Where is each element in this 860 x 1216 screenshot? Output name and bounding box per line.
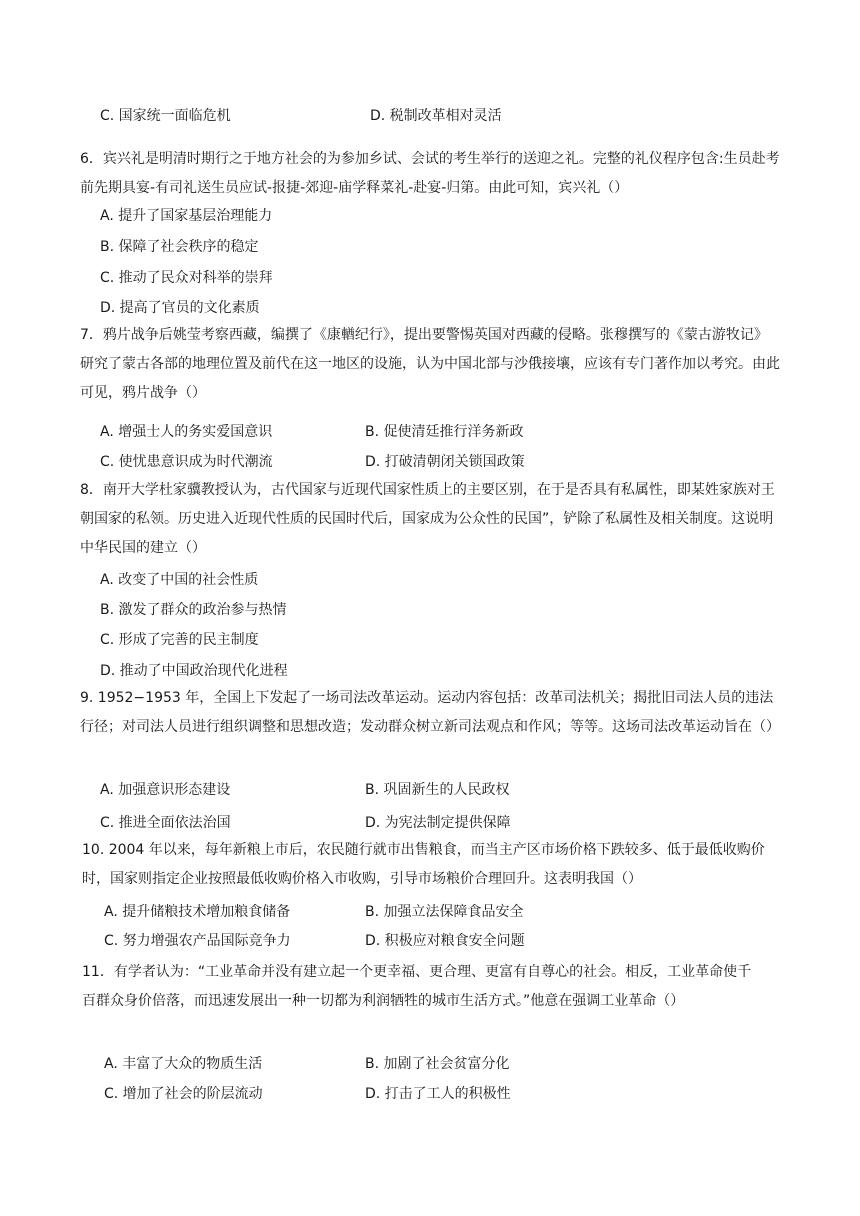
question-7-stem: 7．鸦片战争后姚莹考察西藏，编撰了《康輶纪行》，提出要警惕英国对西藏的侵略。张穆撰写的《蒙古游牧记》研究了蒙古各部的地理位置及前代在这一地区的设施，认为中国北部与沙俄接壤，应该有专门著作加以考究。由此可见，鸦片战争（） [80,327,780,401]
question-9-stem: 9. 1952−1953 年，全国上下发起了一场司法改革运动。运动内容包括：改革司法机关；揭批旧司法人员的违法行径；对司法人员进行组织调整和思想改造；发动群众树立新司法观点和作风；等等。这场司法改革运动旨在（） [80,690,780,735]
q10-option-d: D. 积极应对粮食安全问题 [365,933,525,949]
q9-option-a: A. 加强意识形态建设 [100,782,231,798]
q6-option-d: D. 提高了官员的文化素质 [100,300,260,316]
q8-option-b: B. 激发了群众的政治参与热情 [100,602,287,618]
q7-option-a: A. 增强士人的务实爱国意识 [100,424,273,440]
q9-option-d: D. 为宪法制定提供保障 [365,815,511,831]
q8-option-a: A. 改变了中国的社会性质 [100,572,259,588]
q7-option-b: B. 促使清廷推行洋务新政 [365,424,524,440]
q9-option-b: B. 巩固新生的人民政权 [365,782,510,798]
q10-option-b: B. 加强立法保障食品安全 [365,904,524,920]
q10-option-a: A. 提升储粮技术增加粮食储备 [104,904,291,920]
q6-option-b: B. 保障了社会秩序的稳定 [100,239,259,255]
q7-option-d: D. 打破清朝闭关锁国政策 [365,454,525,470]
q6-option-c: C. 推动了民众对科举的崇拜 [100,270,273,286]
q11-option-a: A. 丰富了大众的物质生活 [104,1056,263,1072]
q8-option-d: D. 推动了中国政治现代化进程 [100,663,288,679]
q9-option-c: C. 推进全面依法治国 [100,815,231,831]
question-11-stem: 11．有学者认为：“工业革命并没有建立起一个更幸福、更合理、更富有自尊心的社会。相反，工业革命使千百群众身价倍落，而迅速发展出一种一切都为利润牺牲的城市生活方式。”他意在强调工业革命（） [82,964,752,1009]
q6-option-a: A. 提升了国家基层治理能力 [100,208,273,224]
question-10-stem: 10. 2004 年以来，每年新粮上市后，农民随行就市出售粮食，而当主产区市场价格下跌较多、低于最低收购价时，国家则指定企业按照最低收购价格入市收购，引导市场粮价合理回升。这表明我国（） [82,842,765,887]
q7-option-c: C. 使忧患意识成为时代潮流 [100,454,273,470]
q5-option-c: C. 国家统一面临危机 [100,108,231,124]
q8-option-c: C. 形成了完善的民主制度 [100,632,259,648]
q11-option-d: D. 打击了工人的积极性 [365,1086,511,1102]
question-6-stem: 6．宾兴礼是明清时期行之于地方社会的为参加乡试、会试的考生举行的送迎之礼。完整的礼仪程序包含:生员赴考前先期具宴-有司礼送生员应试-报捷-郊迎-庙学释菜礼-赴宴-归第。由此可知，宾兴礼（） [80,151,780,196]
q11-option-c: C. 增加了社会的阶层流动 [104,1086,263,1102]
question-8-stem: 8．南开大学杜家骥教授认为，古代国家与近现代国家性质上的主要区别，在于是否具有私属性，即某姓家族对王朝国家的私领。历史进入近现代性质的民国时代后，国家成为公众性的民国”，铲除了私属性及相关制度。这说明中华民国的建立（） [80,482,775,556]
q5-option-d: D. 税制改革相对灵活 [370,108,502,124]
q10-option-c: C. 努力增强农产品国际竞争力 [104,933,291,949]
q11-option-b: B. 加剧了社会贫富分化 [365,1056,510,1072]
